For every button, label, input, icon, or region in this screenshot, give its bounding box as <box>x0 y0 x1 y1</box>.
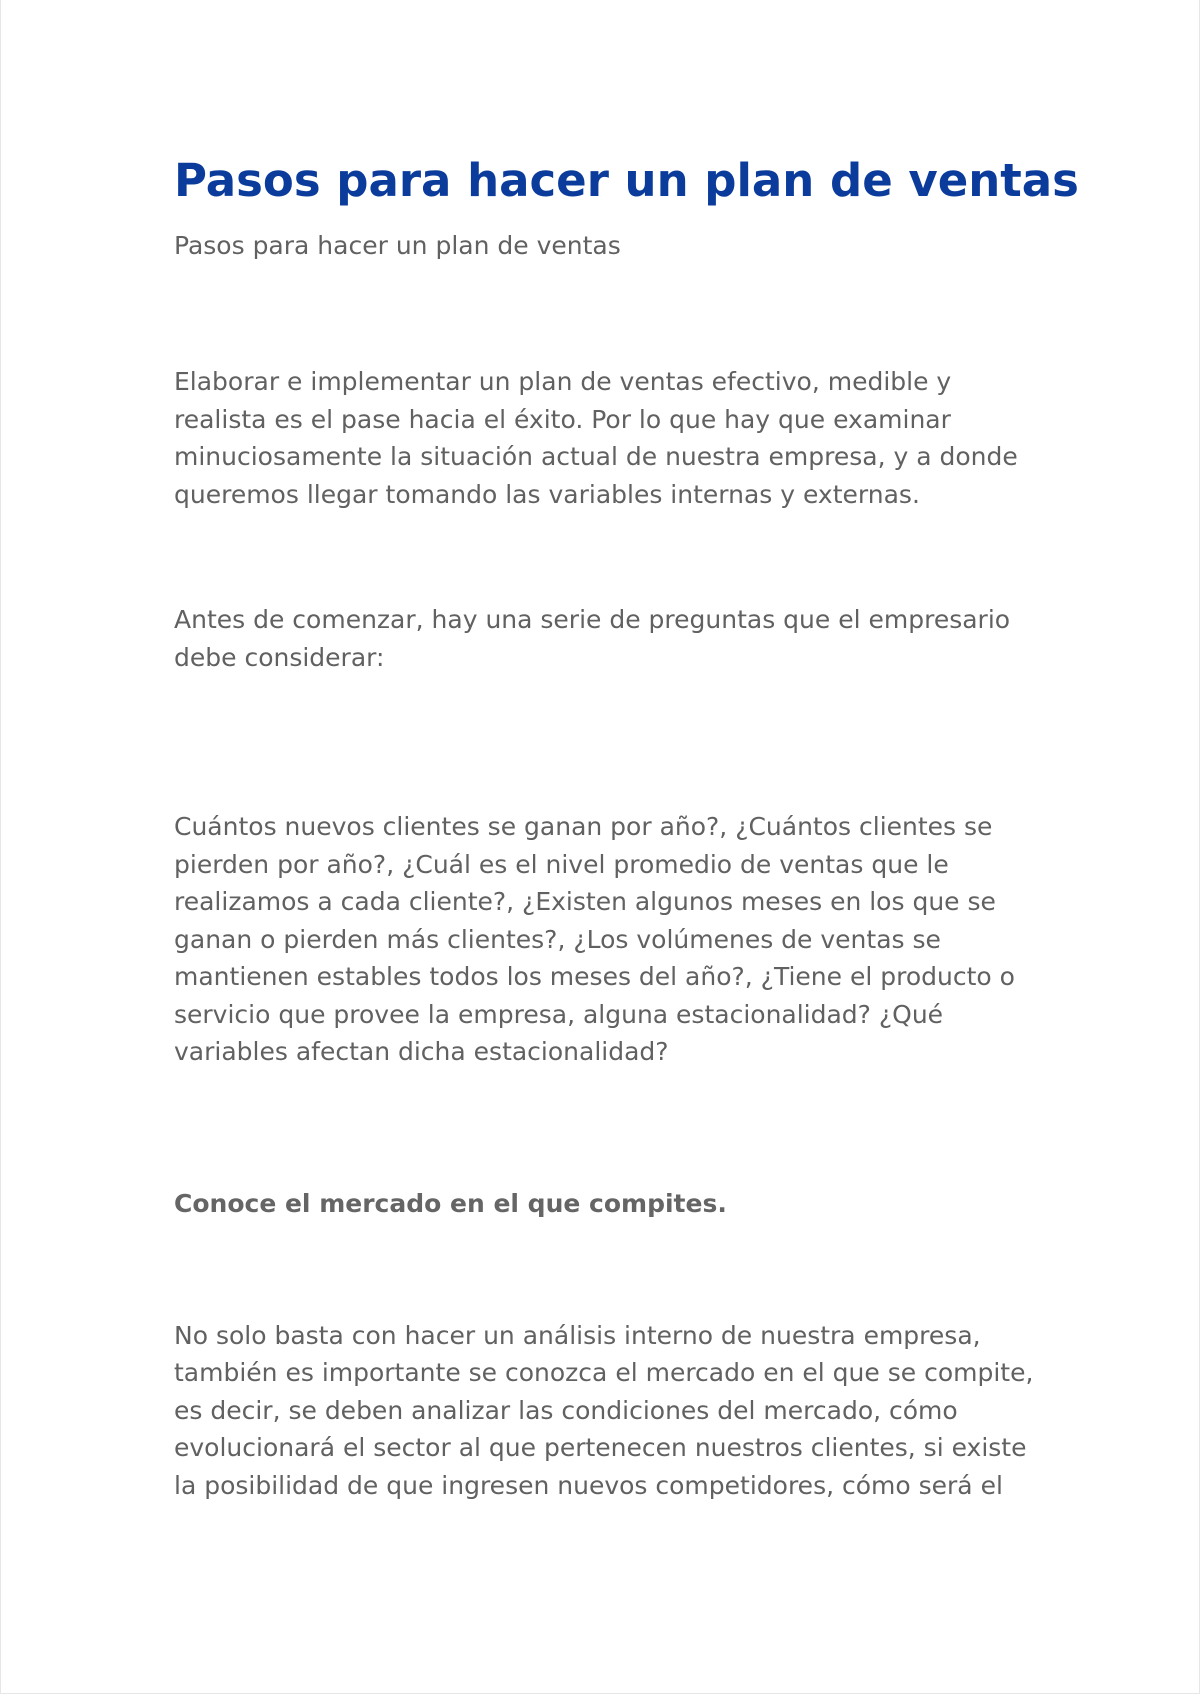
page-subtitle: Pasos para hacer un plan de ventas <box>174 231 621 260</box>
document-content <box>174 150 1079 1504</box>
questions-paragraph: Cuántos nuevos clientes se ganan por año?, ¿Cuántos clientes se pierden por año?, ¿Cuál es el nivel promedio de ventas que le realizamos a cada cliente?, ¿Existen algunos meses en los que se ganan o pierden más clientes?, ¿Los volúmenes de ventas se mantienen estables todos los meses del año?, ¿Tiene el producto o servicio que provee la empresa, alguna estacionalidad? ¿Qué variables afectan dicha estacionalidad? <box>174 812 1015 1066</box>
questions-intro-paragraph: Antes de comenzar, hay una serie de preguntas que el empresario debe considerar: <box>174 605 1011 672</box>
page-title: Pasos para hacer un plan de ventas <box>174 154 1079 207</box>
market-paragraph: No solo basta con hacer un análisis interno de nuestra empresa, también es importante se conozca el mercado en el que se compite, es decir, se deben analizar las condiciones del mercado, cómo evolucionará el sector al que pertenecen nuestros clientes, si existe la posibilidad de que ingresen nuevos competidores, cómo será el <box>174 1320 1034 1500</box>
intro-paragraph: Elaborar e implementar un plan de ventas efectivo, medible y realista es el pase hacia el éxito. Por lo que hay que examinar minuciosamente la situación actual de nuestra empresa, y a donde queremos llegar tomando las variables internas y externas. <box>174 367 1018 509</box>
section-heading: Conoce el mercado en el que compites. <box>174 1188 727 1218</box>
